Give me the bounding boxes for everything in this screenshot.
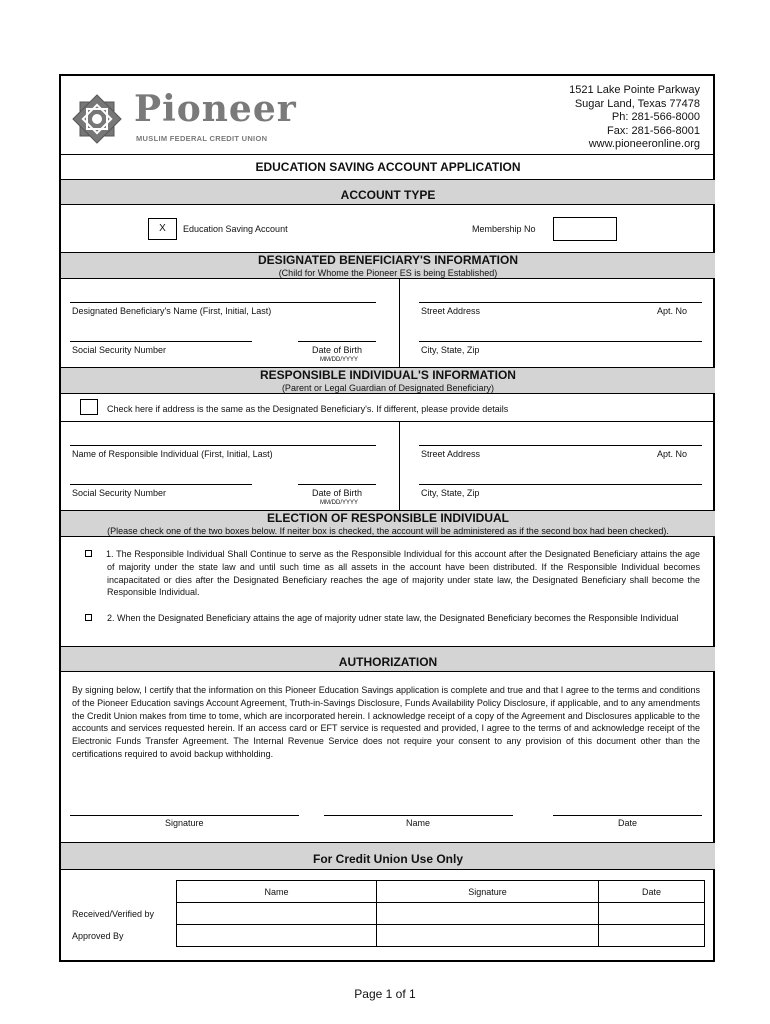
beneficiary-dob-format: MM/DD/YYYY [320,357,359,363]
responsible-header [61,367,715,394]
logo [64,86,297,152]
responsible-city-field[interactable] [419,484,702,485]
beneficiary-name-label: Designated Beneficiary's Name (First, Initial, Last) [72,306,272,316]
credit-union-title: For Credit Union Use Only [312,852,463,866]
esa-label: Education Saving Account [183,224,288,234]
logo-star-icon [64,86,130,152]
signature-label: Signature [165,818,204,828]
account-type-header [61,179,715,205]
authorization-header [61,646,715,672]
header-divider [61,154,715,155]
beneficiary-title: DESIGNATED BENEFICIARY'S INFORMATION [258,253,518,267]
signature-field[interactable] [70,815,299,816]
beneficiary-ssn-label: Social Security Number [72,345,167,355]
beneficiary-ssn-field[interactable] [70,341,252,342]
table-row [68,903,705,925]
table-row-label: Approved By [68,925,177,947]
same-address-checkbox[interactable] [80,399,98,415]
account-type-title: ACCOUNT TYPE [340,188,436,202]
date-field[interactable] [553,815,702,816]
table-header-row [68,881,705,903]
address-fax: Fax: 281-566-8001 [607,124,700,137]
responsible-apt-label: Apt. No [657,449,688,459]
election-header [61,510,715,537]
credit-union-header [61,842,715,870]
responsible-street-label: Street Address [421,449,481,459]
membership-number-field[interactable] [553,217,617,241]
responsible-street-field[interactable] [419,445,702,446]
approved-name-cell[interactable] [177,925,377,947]
beneficiary-street-label: Street Address [421,306,481,316]
address-line1: 1521 Lake Pointe Parkway [569,84,700,96]
authorization-title: AUTHORIZATION [338,655,438,669]
beneficiary-subtitle: (Child for Whome the Pioneer ES is being Established) [278,268,498,278]
received-name-cell[interactable] [177,903,377,925]
logo-tagline: MUSLIM FEDERAL CREDIT UNION [136,134,268,143]
beneficiary-street-field[interactable] [419,302,702,303]
table-col-name: Name [177,881,377,903]
table-corner-cell [68,881,177,903]
election-option2-text: 2. When the Designated Beneficiary attains the age of majority udner state law, the Designated Beneficiary becomes the Responsible Individual [107,613,679,623]
responsible-dob-format: MM/DD/YYYY [320,500,359,506]
election-subtitle: (Please check one of the two boxes below. If neiter box is checked, the account will be administered as if the second box had been checked). [107,526,669,536]
beneficiary-dob-label: Date of Birth [312,345,363,355]
authorization-text: By signing below, I certify that the information on this Pioneer Education Savings application is complete and true and that I agree to the terms and conditions of the Pioneer Education savings Account Agreement, Truth-in-Savings Disclosure, Funds Availability Policy Disclosure, if applicable, and to any amendments the Credit Union makes from time to tome, which are incorporated herein. I acknowledge receipt of a copy of the Agreement and Disclosures applicable to the accounts and services requested herein. If an access card or EFT service is requested and provided, I agree to the terms of and acknowledge receipt of the Electronic Funds Transfer Agreement. The Internal Revenue Service does not require your consent to any provision of this document other than the certifications required to avoid backup withholding. [72,685,700,759]
beneficiary-header [61,252,715,279]
address-phone: Ph: 281-566-8000 [611,111,700,123]
same-address-label: Check here if address is the same as the Designated Beneficiary's. If different, please provide details [107,404,509,414]
esa-checkbox[interactable] [148,218,177,240]
responsible-name-field[interactable] [70,445,376,446]
table-row-label: Received/Verified by [68,903,177,925]
page-number: Page 1 of 1 [354,987,416,1001]
form-title: EDUCATION SAVING ACCOUNT APPLICATION [255,160,521,174]
address-line2: Sugar Land, Texas 77478 [574,97,700,110]
table-row [68,925,705,947]
received-signature-cell[interactable] [377,903,599,925]
election-option1-checkbox[interactable] [85,550,92,557]
membership-label: Membership No [472,224,536,234]
beneficiary-apt-label: Apt. No [657,306,688,316]
responsible-ssn-field[interactable] [70,484,252,485]
received-date-cell[interactable] [599,903,705,925]
address-web: www.pioneeronline.org [588,138,700,150]
table-col-date: Date [599,881,705,903]
beneficiary-dob-field[interactable] [298,341,376,342]
approved-signature-cell[interactable] [377,925,599,947]
election-option1-text: 1. The Responsible Individual Shall Continue to serve as the Responsible Individual for this account after the Designated Beneficiary attains the age of majority under the state law and until such time as all assets in the account have been distributed. If the Responsible Individual becomes incapacitated or dies after the Designated Beneficiary reaches the age of majority under state law, the Designated Beneficiary shall become the Responsible Individual. [106,549,700,598]
logo-name: Pioneer [134,88,297,130]
election-title: ELECTION OF RESPONSIBLE INDIVIDUAL [266,511,509,525]
approved-date-cell[interactable] [599,925,705,947]
beneficiary-city-field[interactable] [419,341,702,342]
responsible-dob-label: Date of Birth [312,488,363,498]
responsible-subtitle: (Parent or Legal Guardian of Designated Beneficiary) [281,383,495,393]
date-label: Date [618,818,638,828]
responsible-ssn-label: Social Security Number [72,488,167,498]
table-col-signature: Signature [377,881,599,903]
beneficiary-divider [399,279,400,367]
responsible-divider [399,421,400,510]
address-block [569,84,700,152]
beneficiary-name-field[interactable] [70,302,376,303]
responsible-title: RESPONSIBLE INDIVIDUAL'S INFORMATION [260,368,516,382]
election-option2-checkbox[interactable] [85,614,92,621]
name-field[interactable] [324,815,513,816]
credit-union-table [68,880,705,947]
responsible-city-label: City, State, Zip [421,488,480,498]
same-address-divider [61,421,715,422]
name-label: Name [406,818,431,828]
responsible-name-label: Name of Responsible Individual (First, Initial, Last) [72,449,273,459]
responsible-dob-field[interactable] [298,484,376,485]
esa-check-mark: X [159,223,166,234]
beneficiary-city-label: City, State, Zip [421,345,480,355]
